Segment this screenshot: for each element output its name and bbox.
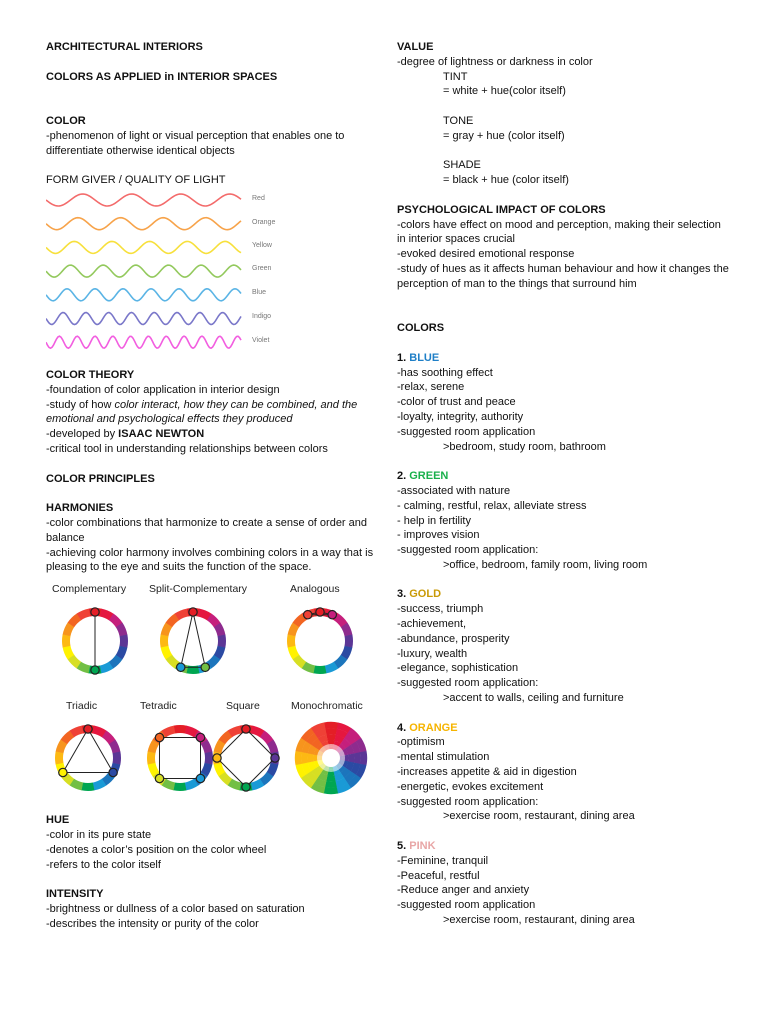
wheel-segment (152, 742, 157, 753)
wave-violet (46, 336, 241, 348)
wheel-segment (252, 730, 263, 735)
harmony-marker (84, 725, 92, 733)
wheel-segment (101, 613, 112, 618)
wheel-segment (251, 782, 262, 786)
wheel-segment (336, 617, 344, 625)
wave-green (46, 265, 241, 277)
form-giver-heading: FORM GIVER / QUALITY OF LIGHT (46, 174, 226, 187)
color-entry-orange (397, 706, 732, 824)
theory-line-2-text: -study of how (46, 398, 115, 411)
color-entry-line: -Peaceful, restful (397, 869, 480, 882)
wheel-segment (66, 635, 67, 647)
color-entry-number: 3. (397, 588, 407, 601)
color-entry-line: -Feminine, tranquil (397, 854, 489, 867)
theory-line-2 (46, 398, 376, 428)
wheel-segment (123, 635, 124, 647)
value-heading: VALUE (397, 41, 434, 53)
psych-line-2: -evoked desired emotional response (397, 248, 575, 261)
caption-analogous: Analogous (290, 583, 340, 596)
color-entry-number: 4. (397, 721, 407, 734)
harmony-marker (213, 754, 221, 762)
color-entry-green (397, 454, 732, 572)
wheel-segment (270, 742, 274, 753)
color-entry-line: -Reduce anger and anxiety (397, 884, 530, 897)
color-entry-name: PINK (409, 840, 436, 853)
wheel-segment (217, 763, 221, 774)
color-entry-line: -has soothing effect (397, 366, 493, 379)
harmony-marker (201, 663, 209, 671)
wheel-segment (218, 742, 223, 753)
color-entry-rooms: >bedroom, study room, bathroom (443, 440, 606, 453)
color-entry-name: GREEN (409, 470, 449, 483)
shade-definition: = black + hue (color itself) (443, 174, 569, 187)
harmonies-line-2: -achieving color harmony involves combining colors in a way that is pleasing to the eye and suits the function of the space. (46, 546, 374, 574)
wave-label-orange: Orange (252, 218, 276, 226)
hue-line-1: -color in its pure state (46, 828, 152, 841)
wheel-segment (204, 742, 208, 753)
wheel-segment (64, 734, 72, 742)
harmony-marker (316, 608, 324, 616)
color-entry-heading (397, 587, 732, 602)
wheel-segment (151, 752, 152, 764)
wave-label-green: Green (252, 264, 272, 272)
wheel-segment (319, 775, 327, 778)
color-entry-line: - help in fertility (397, 514, 471, 527)
wheel-segment (104, 734, 112, 742)
caption-split-complementary: Split-Complementary (149, 583, 248, 596)
wheel-segment (174, 787, 186, 788)
wheel-segment (363, 752, 364, 765)
color-entry-line: -success, triumph (397, 603, 484, 616)
wheel-segment (119, 647, 124, 658)
wheel-segment (59, 752, 60, 764)
theory-line-3-text: -developed by (46, 428, 119, 441)
wheel-segment (296, 657, 304, 665)
wheel-segment (187, 670, 199, 671)
wheel-segment (72, 730, 83, 734)
harmony-marker (109, 768, 117, 776)
wheel-segment (71, 657, 79, 665)
wheel-segment (325, 784, 336, 785)
wheel-segment (344, 647, 349, 658)
wheel-segment (177, 613, 188, 617)
wheel-segment (79, 613, 90, 617)
wheel-segment (335, 738, 343, 741)
wave-label-indigo: Indigo (252, 312, 272, 320)
wheel-segment (311, 762, 314, 770)
harmony-marker (91, 666, 99, 674)
wheel-segment (222, 774, 230, 782)
wheel-segment (111, 617, 119, 625)
color-entry-rooms: >exercise room, restaurant, dining area (443, 914, 635, 927)
color-entry-rooms: >accent to walls, ceiling and furniture (443, 692, 624, 705)
harmonies-heading: HARMONIES (46, 502, 114, 515)
color-definition: -phenomenon of light or visual perception that enables one to differentiate otherwise identical objects (46, 129, 345, 157)
caption-monochromatic: Monochromatic (291, 700, 363, 713)
color-entry-line: -suggested room application: (397, 544, 539, 557)
color-wheels-svg (46, 583, 376, 813)
color-entry-line: - calming, restful, relax, alleviate stress (397, 499, 587, 512)
caption-triadic: Triadic (66, 700, 98, 713)
wheel-segment (296, 617, 304, 625)
wheel-segment (217, 625, 221, 636)
hue-line-2: -denotes a color’s position on the color wheel (46, 843, 267, 856)
wheel-segment (325, 665, 336, 669)
wheel-segment (304, 665, 315, 670)
color-entry-heading (397, 351, 732, 366)
wheel-segment (165, 625, 170, 636)
wave-blue (46, 289, 241, 301)
hue-line-3: -refers to the color itself (46, 858, 161, 871)
color-entry-name: BLUE (409, 351, 440, 364)
wheel-segment (174, 729, 186, 730)
tone-definition: = gray + hue (color itself) (443, 129, 565, 142)
tint-label: TINT (443, 70, 468, 83)
color-entry-rooms: >exercise room, restaurant, dining area (443, 810, 635, 823)
color-entry-name: ORANGE (409, 721, 458, 734)
harmony-connector (159, 738, 200, 779)
wheel-segment (164, 646, 168, 657)
caption-tetradic: Tetradic (140, 700, 177, 713)
wheel-segment (304, 753, 305, 764)
color-entry-line: -abundance, prosperity (397, 632, 510, 645)
wave-indigo (46, 312, 241, 324)
harmony-marker (155, 733, 163, 741)
wheel-segment (94, 730, 105, 735)
wheel-segment (186, 730, 197, 735)
wave-label-yellow: Yellow (252, 241, 272, 249)
value-definition: -degree of lightness or darkness in color (397, 55, 593, 68)
harmony-connector (181, 612, 206, 667)
wheel-segment (357, 753, 358, 764)
color-entry-heading (397, 839, 732, 854)
wheel-segment (336, 657, 344, 665)
color-entry-line: -loyalty, integrity, authority (397, 410, 524, 423)
wheel-segment (93, 782, 104, 786)
harmony-marker (177, 663, 185, 671)
harmony-marker (196, 774, 204, 782)
harmony-marker (196, 733, 204, 741)
wheel-segment (169, 617, 177, 625)
wheel-segment (325, 725, 338, 726)
wheel-segment (262, 774, 270, 782)
color-entry-gold (397, 573, 732, 706)
color-entry-heading (397, 469, 732, 484)
color-entry-line: -color of trust and peace (397, 396, 516, 409)
psych-line-1: -colors have effect on mood and perception, making their selection in interior spaces crucial (397, 218, 721, 246)
psych-line-3: -study of hues as it affects human behaviour and how it changes the perception of man to the things that surround him (397, 262, 729, 290)
tint-definition: = white + hue(color itself) (443, 85, 566, 98)
wheel-segment (208, 752, 209, 764)
theory-line-4: -critical tool in understanding relationships between colors (46, 442, 328, 455)
wheel-segment (111, 657, 119, 665)
color-heading: COLOR (46, 114, 86, 127)
wheel-segment (326, 731, 337, 732)
wheel-segment (209, 657, 217, 665)
harmony-marker (328, 611, 336, 619)
wheel-segment (185, 782, 196, 786)
hue-heading: HUE (46, 814, 70, 827)
light-spectrum-waves (46, 192, 346, 358)
wave-orange (46, 218, 241, 230)
color-list (397, 351, 732, 928)
color-entry-line: -suggested room application (397, 899, 536, 912)
tone-label: TONE (443, 114, 474, 127)
wheel-segment (291, 635, 292, 647)
wheel-segment (204, 764, 209, 775)
caption-complementary: Complementary (52, 583, 127, 596)
document-subtitle: COLORS AS APPLIED in INTERIOR SPACES (46, 70, 278, 83)
document-title: ARCHITECTURAL INTERIORS (46, 41, 203, 53)
color-entry-line: -increases appetite & aid in digestion (397, 766, 577, 779)
wheel-segment (164, 730, 175, 734)
color-entry-line: -elegance, sophistication (397, 662, 519, 675)
wave-label-blue: Blue (252, 288, 267, 296)
color-entry-heading (397, 721, 732, 736)
wheel-segment (116, 752, 117, 764)
wheel-segment (217, 647, 222, 658)
wheel-segment (60, 742, 65, 753)
wheel-segment (66, 646, 70, 657)
color-entry-name: GOLD (409, 588, 442, 601)
wheel-segment (221, 635, 222, 647)
wheel-segment (222, 734, 230, 742)
wheel-segment (324, 790, 337, 791)
theory-line-1: -foundation of color application in interior design (46, 383, 280, 396)
harmony-marker (242, 725, 250, 733)
wheel-segment (72, 782, 83, 787)
colors-heading: COLORS (397, 322, 445, 335)
color-entry-number: 1. (397, 351, 407, 364)
harmony-marker (59, 768, 67, 776)
wave-red (46, 194, 241, 206)
wave-label-violet: Violet (252, 336, 270, 344)
wheel-segment (164, 635, 165, 647)
intensity-line-1: -brightness or dullness of a color based on saturation (46, 902, 305, 915)
wheel-segment (344, 625, 348, 636)
wheel-segment (348, 747, 351, 755)
mono-glow (317, 744, 345, 772)
wheel-segment (82, 787, 94, 788)
wheel-segment (314, 670, 326, 671)
color-entry-line: -suggested room application: (397, 677, 539, 690)
color-entry-blue (397, 351, 732, 455)
wheel-segment (119, 625, 123, 636)
harmony-marker (242, 783, 250, 791)
wheel-segment (164, 782, 175, 787)
harmony-marker (304, 611, 312, 619)
psychological-heading: PSYCHOLOGICAL IMPACT OF COLORS (397, 203, 606, 216)
wave-label-red: Red (252, 194, 265, 202)
wheel-segment (230, 782, 241, 787)
color-entry-line: - improves vision (397, 529, 480, 542)
wheel-segment (320, 738, 328, 741)
color-entry-line: -suggested room application (397, 425, 536, 438)
wheel-segment (67, 625, 72, 636)
wheel-segment (311, 747, 314, 755)
wheel-segment (270, 764, 275, 775)
harmony-marker (91, 608, 99, 616)
color-entry-line: -optimism (397, 736, 445, 749)
wheel-segment (209, 617, 217, 625)
theory-line-3 (46, 427, 376, 442)
harmony-marker (189, 608, 197, 616)
caption-square: Square (226, 700, 260, 713)
wheel-segment (71, 617, 79, 625)
wheel-segment (298, 751, 299, 764)
color-entry-line: -suggested room application: (397, 795, 539, 808)
harmony-marker (155, 774, 163, 782)
color-entry-line: -associated with nature (397, 484, 511, 497)
color-entry-number: 2. (397, 470, 407, 483)
harmony-diagrams (46, 583, 376, 813)
waves-svg (46, 192, 246, 358)
wheel-segment (79, 665, 90, 670)
wave-yellow (46, 241, 241, 253)
color-entry-rooms: >office, bedroom, family room, living room (443, 558, 648, 571)
wheel-segment (262, 734, 270, 742)
harmonies-line-1: -color combinations that harmonize to create a sense of order and balance (46, 516, 368, 544)
wheel-segment (151, 763, 155, 774)
harmony-marker (271, 754, 279, 762)
color-entry-line: -mental stimulation (397, 751, 490, 764)
color-entry-pink (397, 824, 732, 928)
wheel-segment (348, 762, 351, 770)
color-theory-heading: COLOR THEORY (46, 368, 135, 381)
wheel-segment (199, 613, 210, 618)
color-entry-line: -luxury, wealth (397, 647, 468, 660)
wheel-segment (292, 625, 297, 636)
color-entry-number: 5. (397, 840, 407, 853)
left-column (46, 40, 376, 932)
wheel-segment (335, 775, 343, 778)
isaac-newton: ISAAC NEWTON (118, 428, 205, 441)
wheel-segment (230, 730, 241, 734)
shade-label: SHADE (443, 159, 481, 172)
color-entry-line: -relax, serene (397, 381, 465, 394)
wheel-segment (112, 742, 116, 753)
theory-line-2-italic: color interact, how they can be combined, and the emotional and psychological effects they produced (46, 398, 358, 426)
right-column (397, 40, 732, 928)
color-principles-heading: COLOR PRINCIPLES (46, 472, 155, 485)
color-entry-line: -energetic, evokes excitement (397, 780, 544, 793)
intensity-line-2: -describes the intensity or purity of the color (46, 917, 259, 930)
wheel-segment (100, 665, 111, 669)
wheel-segment (291, 646, 295, 657)
intensity-heading: INTENSITY (46, 888, 104, 901)
wheel-segment (348, 635, 349, 647)
color-entry-line: -achievement, (397, 618, 467, 631)
wheel-segment (169, 657, 177, 665)
